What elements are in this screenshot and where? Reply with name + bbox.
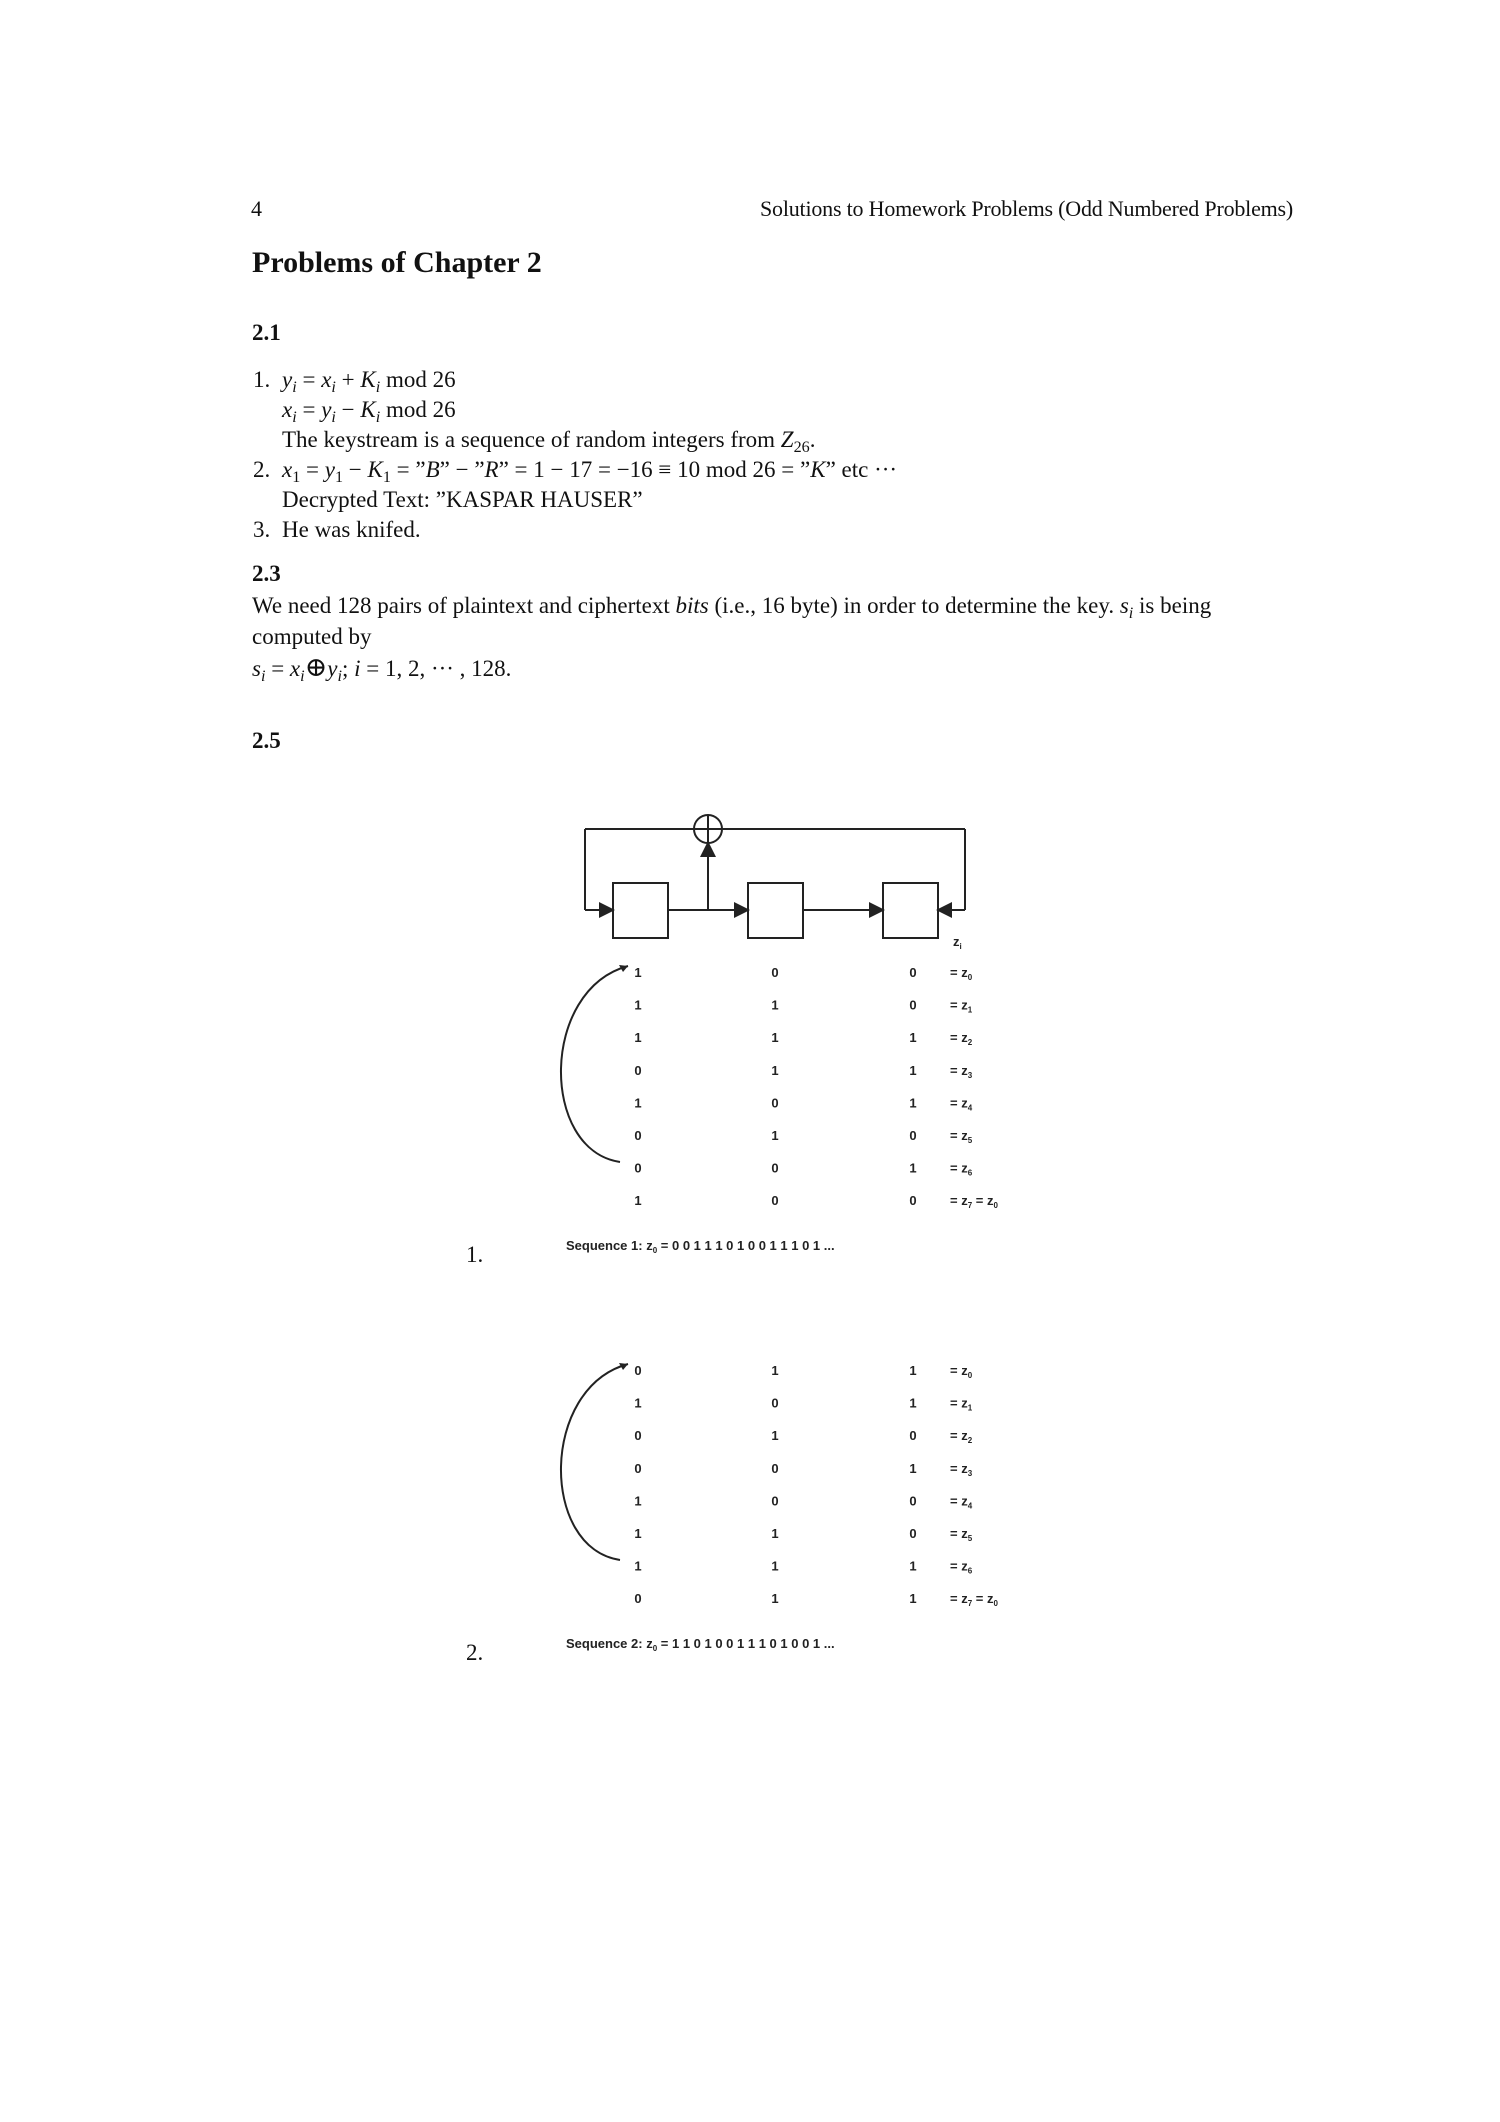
state-bit: 1 [909, 1591, 917, 1607]
state-bit: 1 [634, 1095, 642, 1111]
shift-register [585, 815, 965, 938]
xor-equation: $s_i$ = $x_i\oplus y_i$; i = 1, 2, ··· , 128. [252, 652, 512, 685]
output-index-label: = $z_1$ [950, 1395, 973, 1413]
state-bit: 0 [909, 1493, 917, 1509]
state-bit: 1 [909, 1558, 917, 1574]
state-bit: 1 [771, 1428, 779, 1444]
state-bit: 1 [909, 1160, 917, 1176]
section-2-3-paragraph: We need 128 pairs of plaintext and ciphertext bits (i.e., 16 byte) in order to determine the key. $s_i$ is being computed by [252, 593, 1212, 649]
output-index-label: = $z_6$ [950, 1558, 973, 1576]
output-index-label: = $z_1$ [950, 997, 973, 1015]
state-bit: 0 [909, 1428, 917, 1444]
state-bit: 0 [771, 965, 779, 980]
state-bit: 1 [771, 1062, 779, 1078]
state-bit: 1 [909, 1030, 917, 1046]
state-bit: 0 [909, 1128, 917, 1143]
sequence-2-caption: Sequence 2: $z_0 = 1$ 1 0 1 0 0 1 1 1 0 1 0 0 1 ... [566, 1636, 835, 1653]
equation-decrypt-example: $x_1 = y_1 - K_1$ = ”B” − ”R” = 1 − 17 = −16 ≡ 10 mod 26 = ”K” etc ··· [282, 457, 898, 486]
output-index-label: = $z_7 = z_0$ [950, 1193, 998, 1211]
chapter-title: Problems of Chapter 2 [252, 246, 542, 279]
state-bit: 1 [771, 1363, 779, 1378]
state-bit: 1 [634, 1395, 642, 1411]
output-index-label: = $z_2$ [950, 1030, 973, 1048]
state-bit: 0 [909, 1526, 917, 1541]
item-number: 3. [253, 517, 271, 542]
state-bit: 1 [771, 997, 779, 1013]
item-number: 2. [253, 457, 271, 482]
state-bit: 0 [771, 1193, 779, 1209]
state-bit: 1 [909, 1095, 917, 1111]
state-bit: 1 [771, 1526, 779, 1541]
sequence-2-table [634, 1363, 998, 1608]
equation-encrypt: $y_i = x_i + K_i$ mod 26 [282, 367, 456, 396]
section-heading-2-1: 2.1 [252, 320, 281, 345]
item-number: 1. [253, 367, 271, 392]
state-bit: 0 [771, 1160, 779, 1176]
state-bit: 1 [634, 965, 642, 980]
state-bit: 0 [909, 965, 917, 980]
state-bit: 1 [771, 1128, 779, 1143]
running-head: Solutions to Homework Problems (Odd Numbered Problems) [760, 196, 1294, 221]
output-index-label: = $z_3$ [950, 1062, 973, 1080]
equation-decrypt: $x_i = y_i - K_i$ mod 26 [282, 397, 456, 426]
register-cell-2 [748, 883, 803, 938]
output-index-label: = $z_2$ [950, 1428, 973, 1446]
output-label: $z_i$ [953, 934, 962, 951]
state-bit: 0 [634, 1062, 642, 1078]
output-index-label: = $z_5$ [950, 1128, 973, 1145]
state-bit: 1 [909, 1460, 917, 1476]
state-bit: 1 [634, 997, 642, 1013]
state-bit: 0 [634, 1428, 642, 1444]
state-bit: 1 [634, 1493, 642, 1509]
state-bit: 0 [634, 1363, 642, 1378]
sequence-1-table [634, 965, 998, 1210]
state-bit: 1 [634, 1030, 642, 1046]
state-bit: 1 [909, 1062, 917, 1078]
output-index-label: = $z_0$ [950, 1363, 973, 1380]
state-bit: 1 [909, 1395, 917, 1411]
state-bit: 0 [909, 997, 917, 1013]
state-bit: 0 [634, 1591, 642, 1607]
register-cell-3 [883, 883, 938, 938]
output-index-label: = $z_7 = z_0$ [950, 1591, 998, 1609]
output-index-label: = $z_0$ [950, 965, 973, 982]
section-heading-2-5: 2.5 [252, 728, 281, 753]
state-bit: 1 [771, 1558, 779, 1574]
state-bit: 1 [634, 1193, 642, 1209]
register-cell-1 [613, 883, 668, 938]
state-bit: 1 [771, 1591, 779, 1607]
output-index-label: = $z_5$ [950, 1526, 973, 1543]
item-number: 1. [466, 1242, 484, 1267]
state-bit: 0 [771, 1395, 779, 1411]
sequence-2-loop-arrow [561, 1364, 628, 1560]
item-number: 2. [466, 1640, 484, 1665]
state-bit: 0 [634, 1460, 642, 1476]
section-heading-2-3: 2.3 [252, 561, 281, 586]
decrypted-text: Decrypted Text: ”KASPAR HAUSER” [282, 487, 643, 512]
page-number: 4 [251, 196, 262, 221]
output-index-label: = $z_3$ [950, 1460, 973, 1478]
keystream-text: The keystream is a sequence of random integers from $Z_{26}$. [282, 427, 816, 456]
output-index-label: = $z_4$ [950, 1493, 973, 1511]
state-bit: 0 [634, 1160, 642, 1176]
state-bit: 0 [771, 1460, 779, 1476]
sequence-1-loop-arrow [561, 966, 628, 1162]
sequence-1-caption: Sequence 1: $z_0 = 0$ 0 1 1 1 0 1 0 0 1 1 1 0 1 ... [566, 1238, 835, 1255]
item-text: He was knifed. [282, 517, 421, 542]
state-bit: 1 [771, 1030, 779, 1046]
output-index-label: = $z_4$ [950, 1095, 973, 1113]
state-bit: 1 [634, 1558, 642, 1574]
state-bit: 0 [771, 1493, 779, 1509]
state-bit: 1 [909, 1363, 917, 1378]
state-bit: 0 [909, 1193, 917, 1209]
output-index-label: = $z_6$ [950, 1160, 973, 1178]
state-bit: 1 [634, 1526, 642, 1541]
state-bit: 0 [634, 1128, 642, 1143]
state-bit: 0 [771, 1095, 779, 1111]
